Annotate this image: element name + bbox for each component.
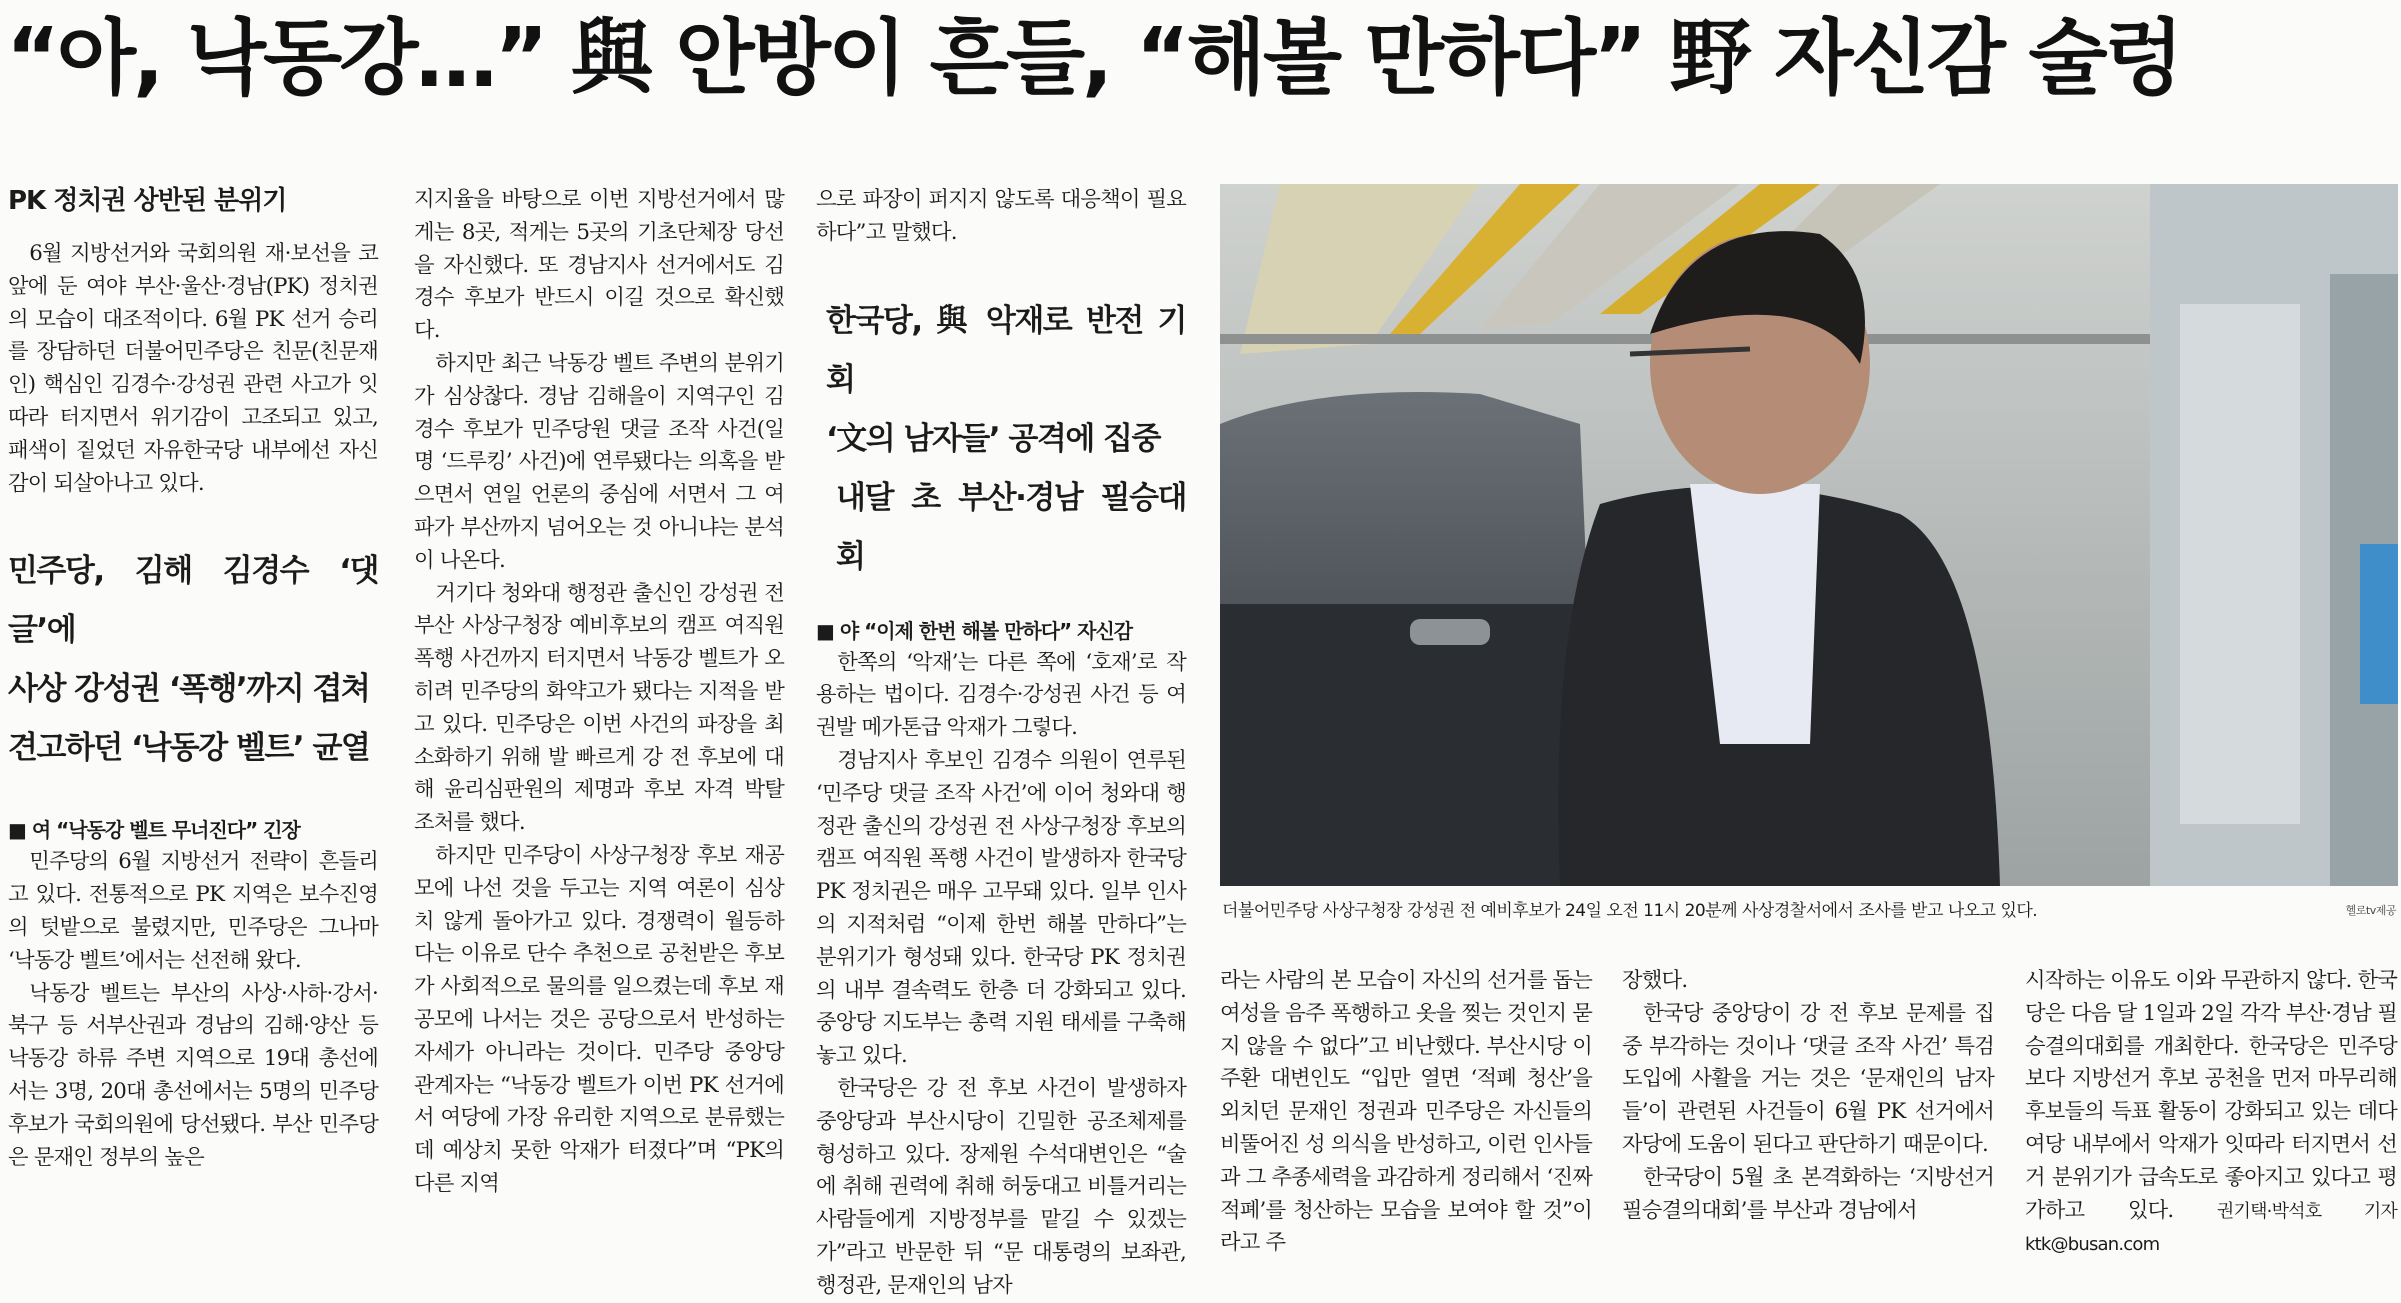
photo-caption	[1222, 896, 2396, 926]
article-column-6	[2025, 965, 2397, 1262]
headline: “아, 낙동강…” 與 안방이 흔들, “해볼 만하다” 野 자신감 술렁	[6, 11, 2181, 106]
paragraph: 지지율을 바탕으로 이번 지방선거에서 많게는 8곳, 적게는 5곳의 기초단체장 당선을 자신했다. 또 경남지사 선거에서도 김경수 후보가 반드시 이길 것으로 확신했다.	[414, 187, 784, 344]
photo-illustration	[1220, 184, 2398, 886]
article-column-1	[8, 184, 378, 1174]
article-column-3	[816, 184, 1186, 1303]
paragraph: 낙동강 벨트는 부산의 사상·사하·강서·북구 등 서부산권과 경남의 김해·양산 등 낙동강 하류 주변 지역으로 19대 총선에서는 3명, 20대 총선에서는 5명의 민주당 후보가 국회의원에 당선됐다. 부산 민주당은 문재인 정부의 높은	[8, 980, 378, 1170]
paragraph: 한국당은 강 전 후보 사건이 발생하자 중앙당과 부산시당이 긴밀한 공조체제를 형성하고 있다. 장제원 수석대변인은 “술에 취해 권력에 취해 허둥대고 비틀거리는 사람들에게 지방정부를 맡길 수 있겠는가”라고 반문한 뒤 “문 대통령의 보좌관, 행정관, 문재인의 남자	[816, 1075, 1186, 1298]
sub-headline-line: ‘文의 남자들’ 공격에 집중	[826, 420, 1160, 457]
mini-headline: ■ 야 “이제 한번 해볼 만하다” 자신감	[816, 618, 1133, 643]
caption-text: 더불어민주당 사상구청장 강성권 전 예비후보가 24일 오전 11시 20분께 사상경찰서에서 조사를 받고 나오고 있다.	[1222, 901, 2038, 921]
paragraph: 한쪽의 ‘악재’는 다른 쪽에 ‘호재’로 작용하는 법이다. 김경수·강성권 사건 등 여권발 메가톤급 악재가 그렇다.	[816, 649, 1186, 741]
paragraph	[2025, 965, 2397, 1262]
sub-headline-line: 민주당, 김해 김경수 ‘댓글’에	[8, 553, 378, 649]
sub-headline-line: 한국당, 與 악재로 반전 기회	[826, 302, 1186, 398]
sub-headline-1	[8, 542, 378, 778]
paragraph: 민주당의 6월 지방선거 전략이 흔들리고 있다. 전통적으로 PK 지역은 보수진영의 텃밭으로 불렸지만, 민주당은 그나마 ‘낙동강 벨트’에서는 선전해 왔다.	[8, 849, 378, 973]
paragraph: 한국당 중앙당이 강 전 후보 문제를 집중 부각하는 것이나 ‘댓글 조작 사건’ 특검 도입에 사활을 거는 것은 ‘문재인의 남자들’이 관련된 사건들이 6월 PK 선거에서 자당에 도움이 된다고 판단하기 때문이다.	[1622, 1000, 1994, 1157]
paragraph: 하지만 최근 낙동강 벨트 주변의 분위기가 심상찮다. 경남 김해을이 지역구인 김경수 후보가 민주당원 댓글 조작 사건(일명 ‘드루킹’ 사건)에 연루됐다는 의혹을 받으면서 연일 언론의 중심에 서면서 그 여파가 부산까지 넘어오는 것 아니냐는 분석이 나온다.	[414, 350, 784, 573]
sub-headline-2	[816, 292, 1186, 587]
article-column-2	[414, 184, 784, 1201]
sub-headline-line: 내달 초 부산·경남 필승대회	[836, 479, 1186, 575]
article-column-5	[1622, 965, 1994, 1227]
sub-headline-line: 사상 강성권 ‘폭행’까지 겹쳐	[8, 671, 370, 708]
paragraph-text: 시작하는 이유도 이와 무관하지 않다. 한국당은 다음 달 1일과 2일 각각 부산·경남 필승결의대회를 개최한다. 한국당은 민주당보다 지방선거 후보 공천을 먼저 마무리해 후보들의 득표 활동이 강화되고 있는 데다 여당 내부에서 악재가 잇따라 터지면서 선거 분위기가 급속도로 좋아지고 있다고 평가하고 있다.	[2025, 968, 2397, 1223]
paragraph: 장했다.	[1622, 968, 1688, 993]
paragraph: 으로 파장이 퍼지지 않도록 대응책이 필요하다”고 말했다.	[816, 187, 1186, 245]
mini-headline: ■ 여 “낙동강 벨트 무너진다” 긴장	[8, 818, 300, 843]
section-subhead: PK 정치권 상반된 분위기	[8, 186, 287, 216]
paragraph: 경남지사 후보인 김경수 의원이 연루된 ‘민주당 댓글 조작 사건’에 이어 청와대 행정관 출신의 강성권 전 사상구청장 후보의 캠프 여직원 폭행 사건이 발생하자 한국당 PK 정치권은 매우 고무돼 있다. 일부 인사의 지적처럼 “이제 한번 해볼 만하다”는 분위기가 형성돼 있다. 한국당 PK 정치권의 내부 결속력도 한층 더 강화되고 있다. 중앙당 지도부는 총력 지원 태세를 구축해 놓고 있다.	[816, 747, 1186, 1069]
byline: 권기택·박석호 기자 ktk@busan.com	[2025, 1200, 2397, 1256]
article-column-4	[1220, 965, 1592, 1260]
paragraph: 라는 사람의 본 모습이 자신의 선거를 돕는 여성을 음주 폭행하고 옷을 찢는 것인지 묻지 않을 수 없다”고 비난했다. 부산시당 이주환 대변인도 “입만 열면 ‘적폐 청산’을 외치던 문재인 정권과 민주당은 자신들의 비뚤어진 성 의식을 반성하고, 이런 인사들과 그 추종세력을 과감하게 정리해서 ‘진짜 적폐’를 청산하는 모습을 보여야 할 것”이라고 주	[1220, 968, 1592, 1256]
paragraph: 한국당이 5월 초 본격화하는 ‘지방선거 필승결의대회’를 부산과 경남에서	[1622, 1164, 1994, 1223]
photo-credit: 헬로tv제공	[2345, 904, 2396, 917]
paragraph: 6월 지방선거와 국회의원 재·보선을 코앞에 둔 여야 부산·울산·경남(PK) 정치권의 모습이 대조적이다. 6월 PK 선거 승리를 장담하던 더불어민주당은 친문(친문재인) 핵심인 김경수·강성권 관련 사고가 잇따라 터지면서 위기감이 고조되고 있고, 패색이 짙었던 자유한국당 내부에선 자신감이 되살아나고 있다.	[8, 241, 378, 496]
news-photo	[1220, 184, 2398, 886]
sub-headline-line: 견고하던 ‘낙동강 벨트’ 균열	[8, 730, 370, 767]
paragraph: 하지만 민주당이 사상구청장 후보 재공모에 나선 것을 두고는 지역 여론이 심상치 않게 돌아가고 있다. 경쟁력이 월등하다는 이유로 단수 추천으로 공천받은 후보가 사회적으로 물의를 일으켰는데 후보 재공모에 나서는 것은 공당으로서 반성하는 자세가 아니라는 것이다. 민주당 중앙당 관계자는 “낙동강 벨트가 이번 PK 선거에서 여당에 가장 유리한 지역으로 분류했는데 예상치 못한 악재가 터졌다”며 “PK의 다른 지역	[414, 842, 784, 1196]
paragraph: 거기다 청와대 행정관 출신인 강성권 전 부산 사상구청장 예비후보의 캠프 여직원 폭행 사건까지 터지면서 낙동강 벨트가 오히려 민주당의 화약고가 됐다는 지적을 받고 있다. 민주당은 이번 사건의 파장을 최소화하기 위해 발 빠르게 강 전 후보에 대해 윤리심판원의 제명과 후보 자격 박탈 조처를 했다.	[414, 580, 784, 836]
